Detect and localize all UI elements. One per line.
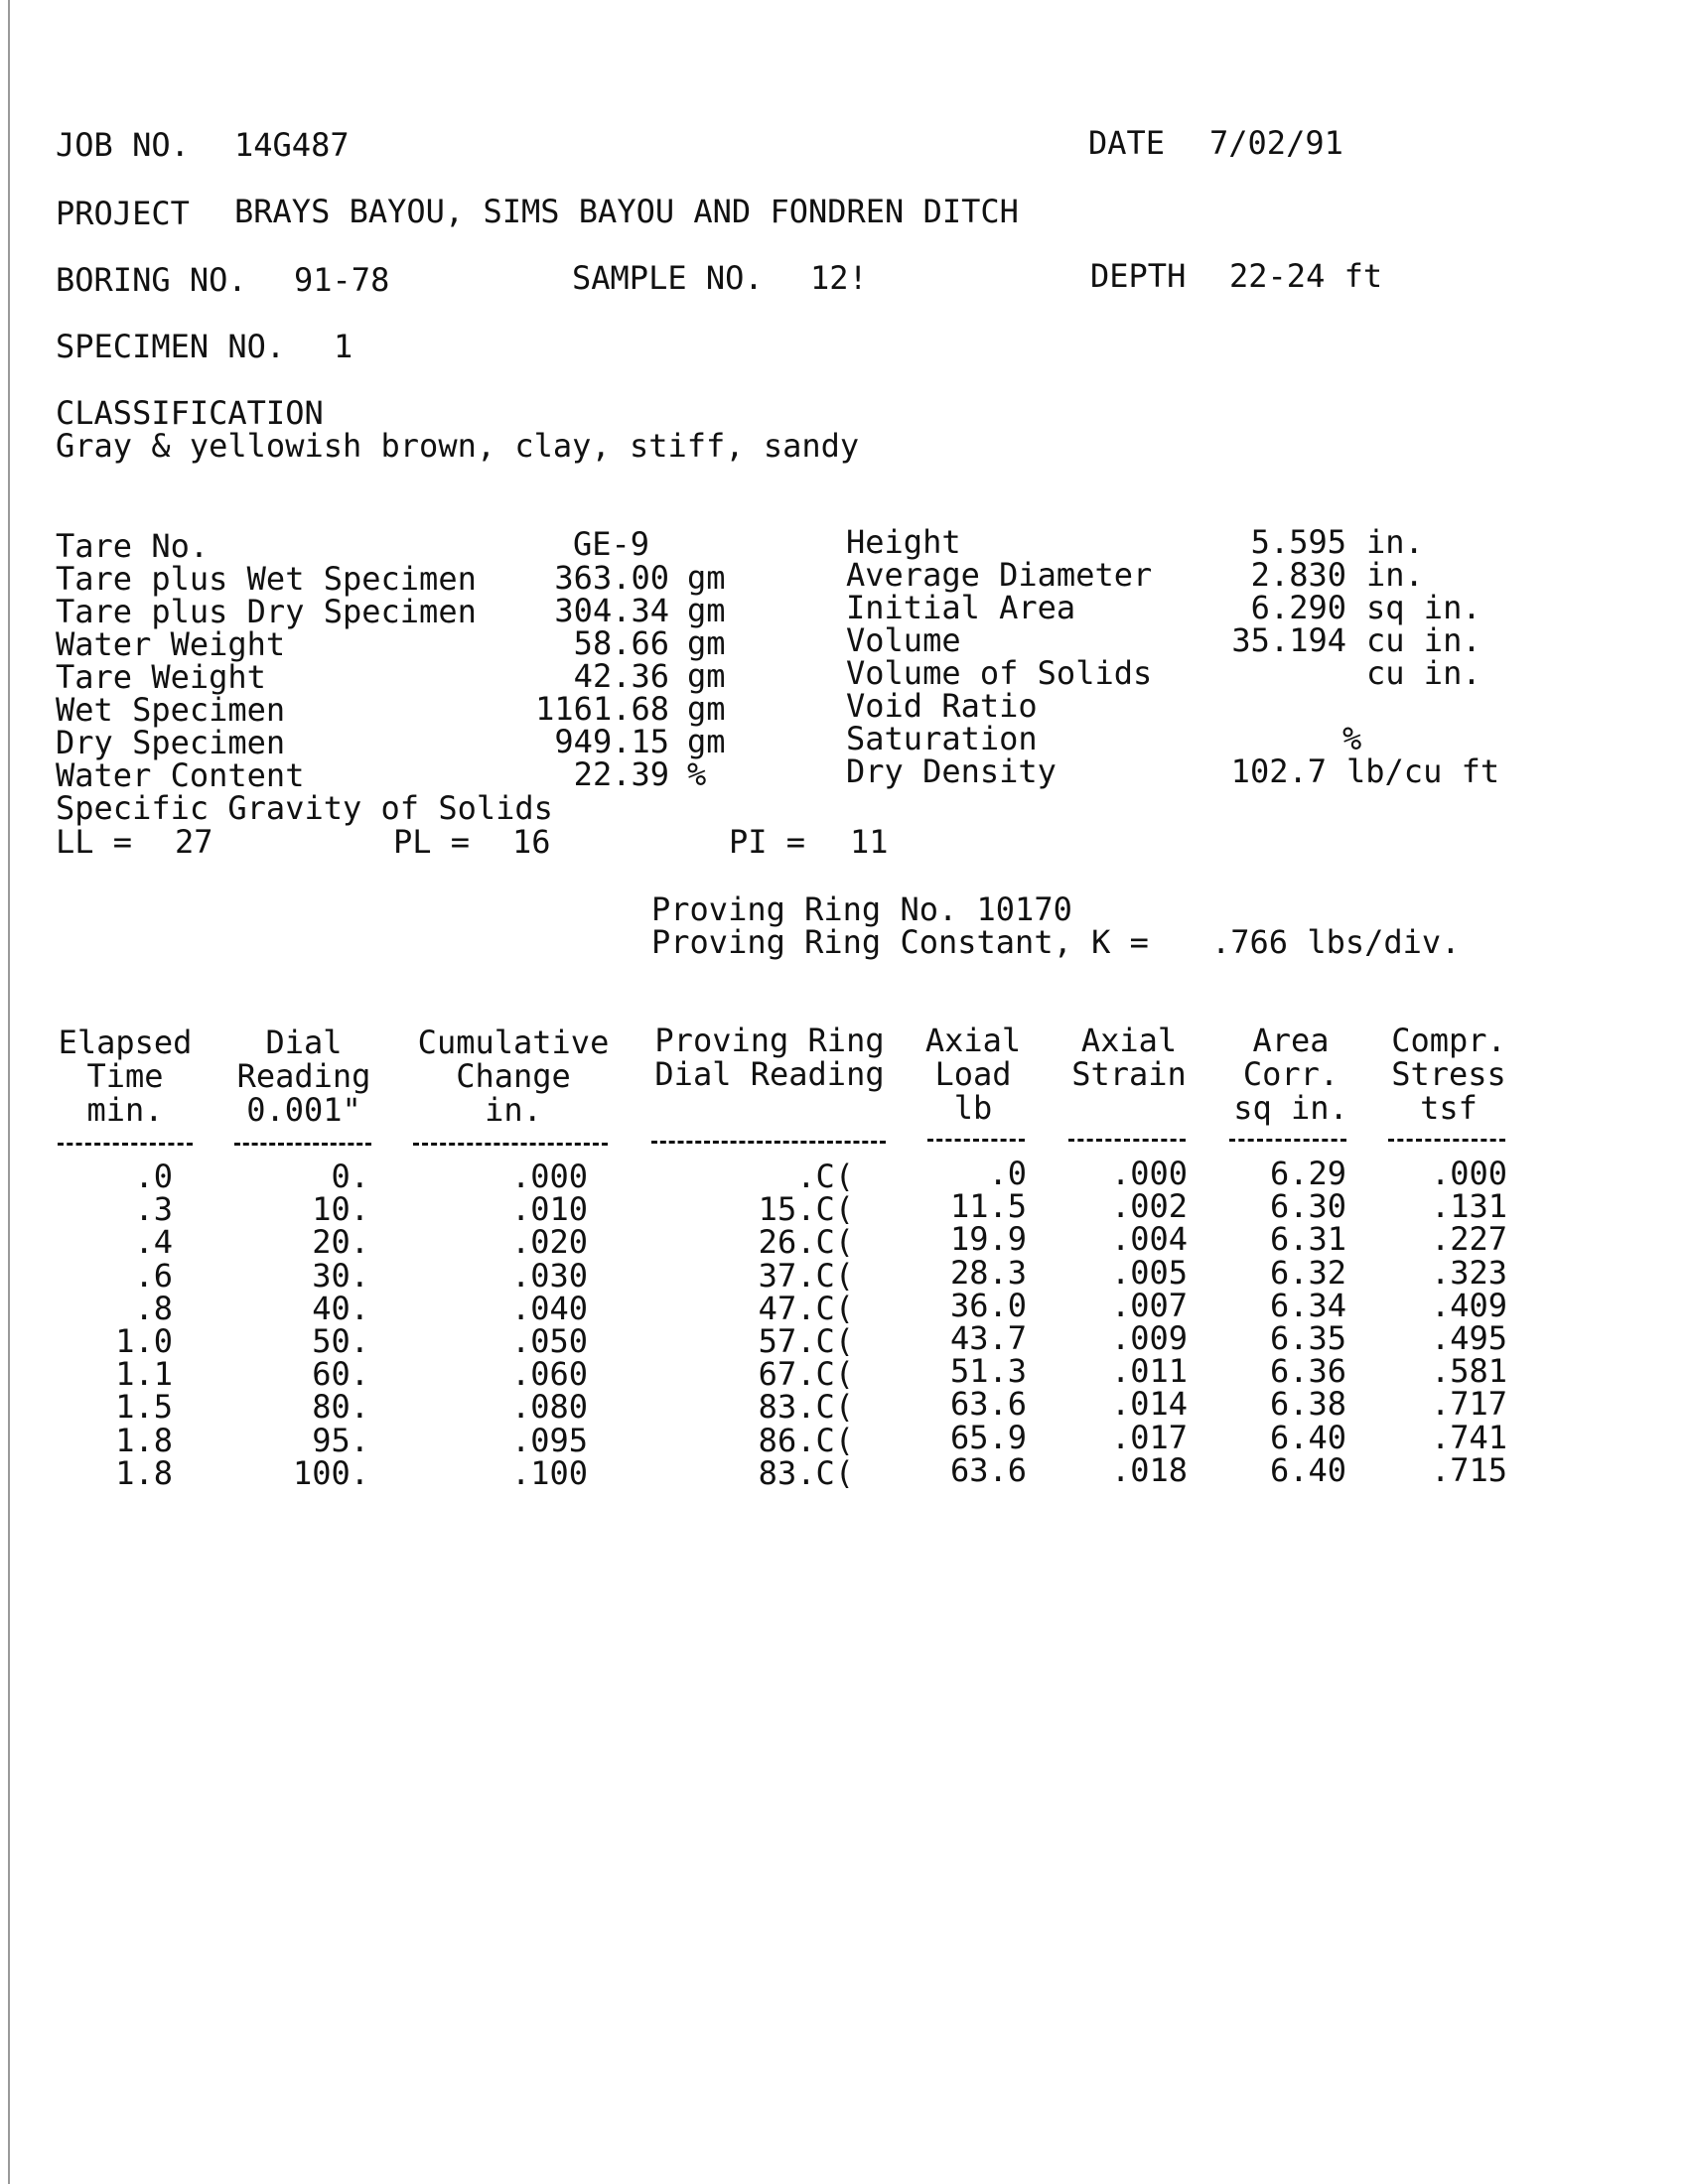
elapsed-time-cell: 1.8: [115, 1422, 173, 1459]
proving-ring-reading-cell: 47.C(: [758, 1290, 854, 1327]
specimen-value: 1: [334, 328, 353, 365]
elapsed-time-cell: 1.5: [115, 1388, 173, 1426]
column-header: Cumulative Change in.: [417, 1024, 610, 1129]
axial-strain-cell: .011: [1110, 1352, 1188, 1390]
prop-value: 35.194: [1231, 621, 1346, 659]
cumulative-change-cell: .000: [510, 1158, 588, 1195]
dial-reading-cell: 95.: [312, 1422, 369, 1459]
elapsed-time-cell: 1.0: [115, 1322, 173, 1360]
depth-label: DEPTH: [1090, 257, 1187, 295]
compr-stress-cell: .227: [1430, 1220, 1507, 1258]
prop-label: Initial Area: [846, 589, 1076, 626]
header-rule: [1388, 1139, 1505, 1142]
axial-strain-cell: .002: [1110, 1187, 1188, 1225]
proving-ring-reading-cell: 83.C(: [758, 1454, 854, 1492]
prop-unit: gm: [687, 559, 726, 597]
area-corr-cell: 6.29: [1269, 1155, 1346, 1192]
classification-label: CLASSIFICATION: [56, 394, 324, 432]
elapsed-time-cell: 1.1: [115, 1355, 173, 1393]
compr-stress-cell: .131: [1430, 1187, 1507, 1225]
elapsed-time-cell: .6: [134, 1257, 173, 1295]
dial-reading-cell: 50.: [312, 1322, 369, 1360]
prop-value: 304.34: [554, 592, 669, 629]
elapsed-time-cell: .0: [134, 1158, 173, 1195]
ll-label: LL =: [56, 823, 133, 861]
axial-load-cell: 11.5: [949, 1187, 1027, 1225]
specific-gravity-label: Specific Gravity of Solids: [56, 789, 553, 827]
proving-ring-reading-cell: 86.C(: [758, 1422, 854, 1459]
header-rule: [413, 1143, 608, 1146]
column-header: Area Corr. sq in.: [1233, 1022, 1348, 1127]
cumulative-change-cell: .100: [510, 1454, 588, 1492]
prop-value: 22.39: [573, 755, 669, 793]
area-corr-cell: 6.34: [1269, 1287, 1346, 1324]
depth-value: 22-24 ft: [1229, 257, 1383, 295]
prop-label: Height: [846, 523, 961, 561]
compr-stress-cell: .581: [1430, 1352, 1507, 1390]
prop-label: Tare No.: [56, 527, 210, 565]
header-rule: [234, 1143, 371, 1146]
column-header: Compr. Stress tsf: [1391, 1022, 1506, 1127]
prop-unit: gm: [687, 657, 726, 695]
prop-value: 5.595: [1250, 523, 1346, 561]
prop-label: Tare plus Wet Specimen: [56, 560, 477, 598]
proving-ring-reading-cell: 83.C(: [758, 1388, 854, 1426]
axial-load-cell: .0: [988, 1155, 1027, 1192]
boring-label: BORING NO.: [56, 261, 247, 299]
cumulative-change-cell: .010: [510, 1190, 588, 1228]
elapsed-time-cell: .8: [134, 1290, 173, 1327]
axial-strain-cell: .004: [1110, 1220, 1188, 1258]
prop-unit: lb/cu ft: [1346, 752, 1500, 790]
cumulative-change-cell: .050: [510, 1322, 588, 1360]
header-rule: [58, 1143, 193, 1146]
area-corr-cell: 6.31: [1269, 1220, 1346, 1258]
axial-strain-cell: .009: [1110, 1319, 1188, 1357]
axial-load-cell: 43.7: [949, 1319, 1027, 1357]
pl-label: PL =: [393, 823, 471, 861]
prop-label: Dry Density: [846, 752, 1057, 790]
proving-ring-constant-value: .766 lbs/div.: [1211, 923, 1461, 961]
prop-unit: gm: [687, 723, 726, 760]
compr-stress-cell: .717: [1430, 1385, 1507, 1423]
area-corr-cell: 6.32: [1269, 1254, 1346, 1292]
cumulative-change-cell: .080: [510, 1388, 588, 1426]
proving-ring-constant-label: Proving Ring Constant, K =: [651, 923, 1149, 961]
prop-value: GE-9: [572, 525, 649, 563]
compr-stress-cell: .741: [1430, 1419, 1507, 1456]
prop-unit: gm: [687, 624, 726, 662]
dial-reading-cell: 0.: [331, 1158, 369, 1195]
project-value: BRAYS BAYOU, SIMS BAYOU AND FONDREN DITCH: [234, 193, 1019, 230]
proving-ring-reading-cell: 26.C(: [758, 1223, 854, 1261]
axial-strain-cell: .000: [1110, 1155, 1188, 1192]
axial-load-cell: 63.6: [949, 1451, 1027, 1489]
area-corr-cell: 6.35: [1269, 1319, 1346, 1357]
axial-strain-cell: .005: [1110, 1254, 1188, 1292]
compr-stress-cell: .323: [1430, 1254, 1507, 1292]
proving-ring-reading-cell: .C(: [796, 1158, 854, 1195]
boring-value: 91-78: [294, 261, 390, 299]
cumulative-change-cell: .060: [510, 1355, 588, 1393]
axial-strain-cell: .007: [1110, 1287, 1188, 1324]
dial-reading-cell: 80.: [312, 1388, 369, 1426]
column-header: Axial Load lb: [924, 1022, 1022, 1127]
job-value: 14G487: [234, 126, 350, 164]
pi-label: PI =: [729, 823, 806, 861]
dial-reading-cell: 40.: [312, 1290, 369, 1327]
prop-label: Average Diameter: [846, 556, 1153, 594]
axial-load-cell: 51.3: [949, 1352, 1027, 1390]
dial-reading-cell: 30.: [312, 1257, 369, 1295]
prop-label: Water Content: [56, 756, 305, 794]
cumulative-change-cell: .020: [510, 1223, 588, 1261]
date-value: 7/02/91: [1209, 124, 1343, 162]
prop-unit: gm: [687, 690, 726, 728]
left-margin-rule: [8, 0, 10, 2184]
prop-value: 58.66: [573, 624, 669, 662]
cumulative-change-cell: .030: [510, 1257, 588, 1295]
prop-label: Wet Specimen: [56, 691, 286, 729]
axial-load-cell: 65.9: [949, 1419, 1027, 1456]
prop-unit: sq in.: [1366, 589, 1481, 626]
prop-value: 102.7: [1230, 752, 1327, 790]
compr-stress-cell: .409: [1430, 1287, 1507, 1324]
axial-strain-cell: .018: [1110, 1451, 1188, 1489]
prop-unit: %: [687, 755, 707, 793]
area-corr-cell: 6.38: [1269, 1385, 1346, 1423]
prop-label: Saturation: [846, 720, 1038, 757]
prop-label: Water Weight: [56, 625, 286, 663]
prop-unit: in.: [1366, 556, 1424, 594]
dial-reading-cell: 60.: [312, 1355, 369, 1393]
header-rule: [1229, 1139, 1346, 1142]
prop-unit: cu in.: [1366, 621, 1481, 659]
ll-value: 27: [175, 823, 213, 861]
proving-ring-reading-cell: 67.C(: [758, 1355, 854, 1393]
prop-unit: %: [1342, 720, 1362, 757]
header-rule: [651, 1141, 886, 1144]
proving-ring-reading-cell: 15.C(: [758, 1190, 854, 1228]
dial-reading-cell: 20.: [312, 1223, 369, 1261]
classification-value: Gray & yellowish brown, clay, stiff, sandy: [56, 427, 860, 465]
job-label: JOB NO.: [56, 126, 190, 164]
axial-strain-cell: .014: [1110, 1385, 1188, 1423]
prop-label: Dry Specimen: [56, 724, 286, 761]
prop-label: Tare plus Dry Specimen: [56, 593, 477, 630]
prop-unit: gm: [687, 592, 726, 629]
prop-label: Void Ratio: [846, 687, 1038, 725]
prop-value: 6.290: [1250, 589, 1346, 626]
prop-value: 1161.68: [535, 690, 669, 728]
header-rule: [1068, 1139, 1186, 1142]
pi-value: 11: [850, 823, 889, 861]
date-label: DATE: [1088, 124, 1166, 162]
project-label: PROJECT: [56, 195, 190, 232]
cumulative-change-cell: .095: [510, 1422, 588, 1459]
axial-load-cell: 28.3: [949, 1254, 1027, 1292]
specimen-label: SPECIMEN NO.: [56, 328, 286, 365]
dial-reading-cell: 100.: [292, 1454, 369, 1492]
proving-ring-number: Proving Ring No. 10170: [651, 890, 1072, 928]
prop-value: 2.830: [1250, 556, 1346, 594]
prop-unit: cu in.: [1366, 654, 1481, 692]
elapsed-time-cell: .4: [134, 1223, 173, 1261]
prop-label: Tare Weight: [56, 658, 266, 696]
pl-value: 16: [512, 823, 551, 861]
sample-label: SAMPLE NO.: [572, 259, 764, 297]
elapsed-time-cell: 1.8: [115, 1454, 173, 1492]
axial-load-cell: 19.9: [949, 1220, 1027, 1258]
dial-reading-cell: 10.: [312, 1190, 369, 1228]
proving-ring-reading-cell: 37.C(: [758, 1257, 854, 1295]
column-header: Elapsed Time min.: [58, 1024, 193, 1129]
prop-unit: in.: [1366, 523, 1424, 561]
compr-stress-cell: .715: [1430, 1451, 1507, 1489]
column-header: Dial Reading 0.001": [236, 1024, 371, 1129]
compr-stress-cell: .000: [1430, 1155, 1507, 1192]
prop-value: 42.36: [573, 657, 669, 695]
axial-load-cell: 63.6: [949, 1385, 1027, 1423]
column-header: Proving Ring Dial Reading: [654, 1022, 885, 1093]
area-corr-cell: 6.36: [1269, 1352, 1346, 1390]
prop-value: 949.15: [554, 723, 669, 760]
cumulative-change-cell: .040: [510, 1290, 588, 1327]
prop-label: Volume of Solids: [846, 654, 1153, 692]
area-corr-cell: 6.40: [1269, 1419, 1346, 1456]
axial-load-cell: 36.0: [949, 1287, 1027, 1324]
proving-ring-reading-cell: 57.C(: [758, 1322, 854, 1360]
elapsed-time-cell: .3: [134, 1190, 173, 1228]
sample-value: 12!: [810, 259, 868, 297]
area-corr-cell: 6.30: [1269, 1187, 1346, 1225]
area-corr-cell: 6.40: [1269, 1451, 1346, 1489]
column-header: Axial Strain: [1071, 1022, 1187, 1093]
prop-label: Volume: [846, 621, 961, 659]
header-rule: [927, 1139, 1025, 1142]
prop-value: 363.00: [554, 559, 669, 597]
axial-strain-cell: .017: [1110, 1419, 1188, 1456]
compr-stress-cell: .495: [1430, 1319, 1507, 1357]
